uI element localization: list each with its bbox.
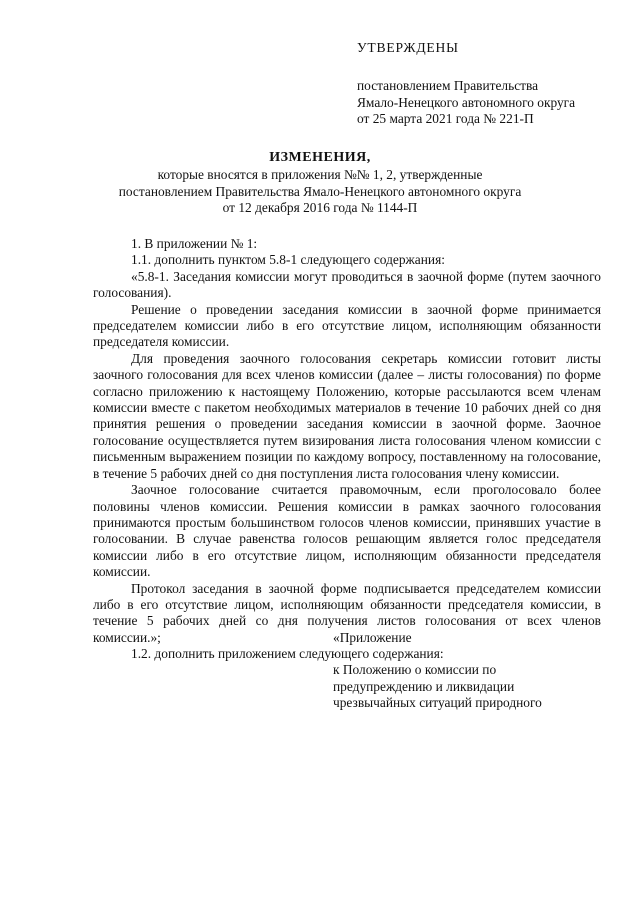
appendix-title: «Приложение bbox=[333, 630, 412, 645]
appendix-line: к Положению о комиссии по bbox=[333, 662, 497, 678]
paragraph: 1.2. дополнить приложением следующего содержания: bbox=[131, 646, 444, 662]
document-title bbox=[90, 150, 550, 217]
title-line: постановлением Правительства Ямало-Ненецкого автономного округа bbox=[118, 183, 522, 199]
approval-heading: УТВЕРЖДЕНЫ bbox=[357, 40, 459, 55]
title-line: которые вносятся в приложения №№ 1, 2, утвержденные bbox=[157, 167, 483, 183]
approval-line: от 25 марта 2021 года № 221-П bbox=[357, 111, 534, 127]
paragraph: 1. В приложении № 1: bbox=[131, 236, 258, 251]
paragraph: 1.1. дополнить пунктом 5.8-1 следующего содержания: bbox=[131, 252, 445, 268]
paragraph: Заочное голосование считается правомочным, если проголосовало более половины членов комиссии. Решения комиссии в рамках заочного голосования принимаются простым большинством голосов членов комиссии, принявших участие в голосовании. В случае равенства голосов решающим является голос председателя комиссии либо в его отсутствие лицом, исполняющим обязанности председателя комиссии. bbox=[93, 482, 601, 580]
appendix-line: предупреждению и ликвидации bbox=[333, 678, 515, 694]
title-line: от 12 декабря 2016 года № 1144-П bbox=[222, 200, 418, 216]
approval-stamp bbox=[357, 40, 617, 128]
appendix-spacer bbox=[333, 646, 593, 662]
paragraph: Решение о проведении заседания комиссии в заочной форме принимается председателем комиссии либо в его отсутствие лицом, исполняющим обязанности председателя комиссии. bbox=[93, 301, 601, 350]
appendix-line: чрезвычайных ситуаций природного bbox=[333, 695, 542, 711]
appendix-header bbox=[333, 630, 593, 712]
document-body bbox=[93, 236, 601, 663]
approval-line: Ямало-Ненецкого автономного округа bbox=[357, 94, 576, 110]
approval-line: постановлением Правительства bbox=[357, 78, 539, 94]
paragraph: Протокол заседания в заочной форме подписывается председателем комиссии либо в его отсутствие лицом, исполняющим обязанности председателя комиссии, в течение 5 рабочих дней со дня получения листов голосования от всех членов комиссии.»; bbox=[93, 580, 601, 645]
paragraph: «5.8-1. Заседания комиссии могут проводиться в заочной форме (путем заочного голосования). bbox=[93, 268, 601, 301]
title-main: ИЗМЕНЕНИЯ, bbox=[269, 150, 371, 165]
paragraph: Для проведения заочного голосования секретарь комиссии готовит листы заочного голосования для всех членов комиссии (далее – листы голосования) по форме согласно приложению к настоящему Положению, которые рассылаются всем членам комиссии вместе с пакетом необходимых материалов в течение 10 рабочих дней со дня принятия решения о проведении заседания комиссии в заочной форме. Заочное голосование осуществляется путем визирования листа голосования членом комиссии с письменным выражением позиции по каждому вопросу, поставленному на голосование, в течение 5 рабочих дней со дня поступления листа голосования члену комиссии. bbox=[93, 350, 601, 481]
